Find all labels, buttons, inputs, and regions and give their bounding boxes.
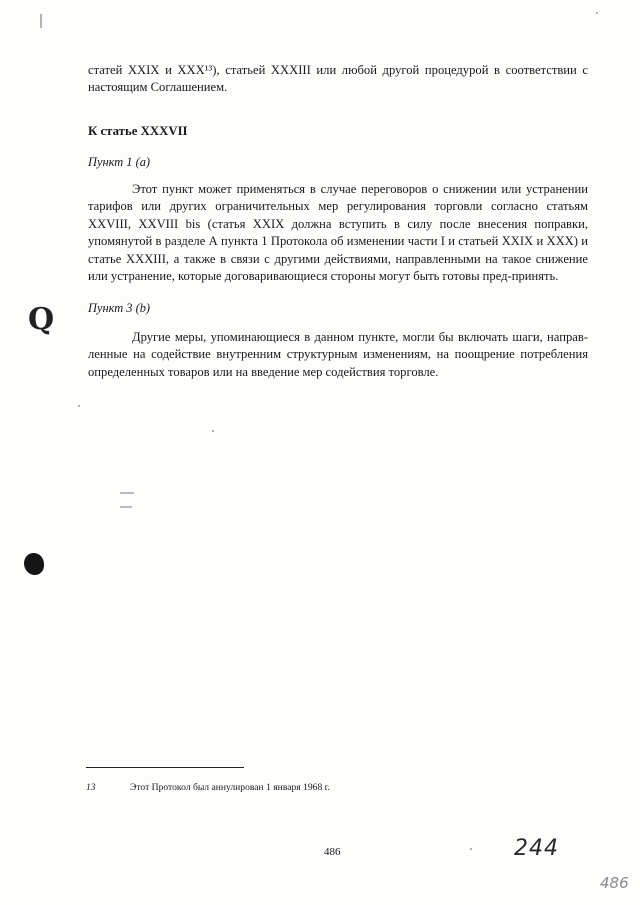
- continuation-paragraph: статей XXIX и XXX¹³), статьей XXXIII или любой другой процедурой в соответствии с настоящим Соглашением.: [88, 63, 588, 95]
- page-number: 486: [324, 846, 341, 858]
- ink-blot: [24, 553, 44, 575]
- margin-letter: Q: [28, 302, 55, 337]
- footnote-number: 13: [86, 782, 96, 793]
- subheading-point-3b: Пункт 3 (b): [88, 301, 151, 315]
- subheading-point-1a: Пункт 1 (а): [88, 155, 151, 169]
- scan-speck: [596, 12, 598, 14]
- scan-mark: [40, 14, 42, 28]
- paragraph-point-1a: Этот пункт может применяться в случае переговоров о снижении или устранении тарифов или других ограничительных мер регулирования торговли согласно статьям XXVIII, XXVIII bis (статья XXIX должна вступить в силу после внесения поправки, упомянутой в разделе А пункта 1 Протокола об изменении части I и статьей XXIX и XXX) и статье XXXIII, а также в связи с другими действиями, направленными на такое снижение или устранение, которые договаривающиеся стороны могут быть готовы пред-принять.: [88, 182, 588, 284]
- scan-smudge: [120, 492, 134, 494]
- scan-speck: [78, 405, 80, 407]
- scan-smudge: [120, 506, 132, 508]
- footnote-text: Этот Протокол был аннулирован 1 января 1968 г.: [130, 782, 330, 793]
- margin-stamp: 486: [600, 874, 629, 892]
- scan-speck: [470, 848, 472, 850]
- paragraph-point-3b: Другие меры, упоминающиеся в данном пункте, могли бы включать шаги, направ-ленные на содействие внутренним структурным изменениям, на поощрение потребления определенных товаров или на введение мер содействия торговле.: [88, 330, 588, 379]
- handwritten-number: 244: [514, 836, 559, 861]
- footnote-rule: [86, 767, 244, 768]
- scan-speck: [212, 430, 214, 432]
- article-heading: К статье XXXVII: [88, 124, 188, 138]
